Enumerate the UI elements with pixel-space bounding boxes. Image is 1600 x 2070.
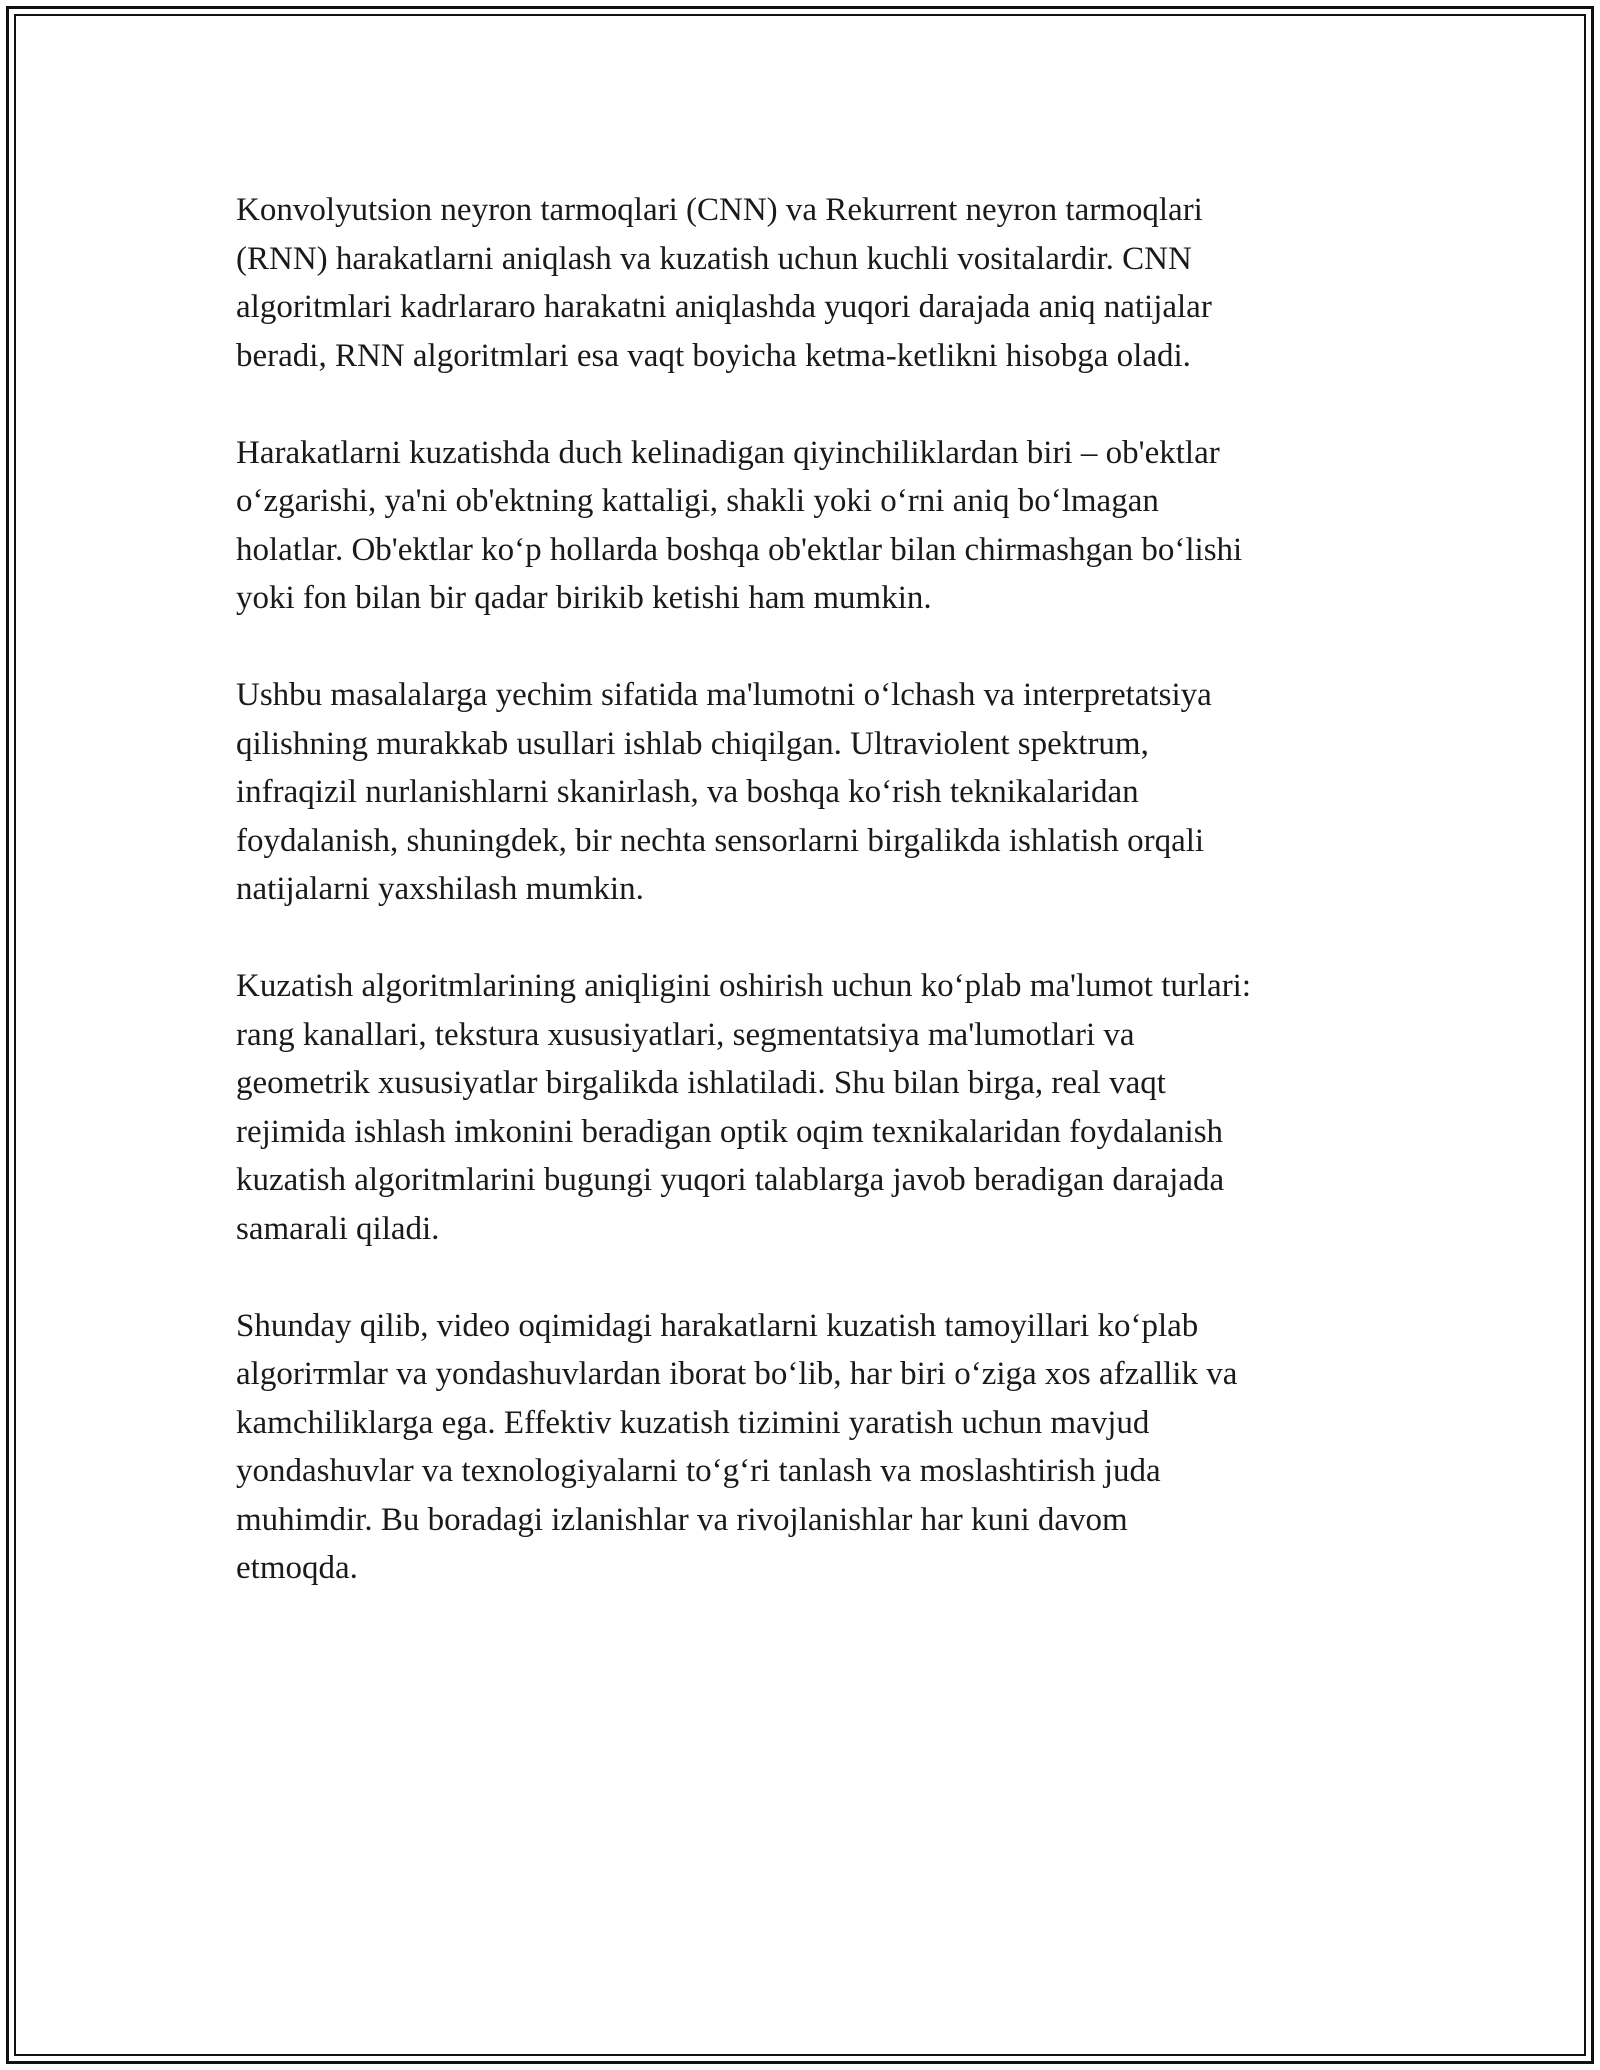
text-line: rang kanallari, tekstura xususiyatlari, segmentatsiya ma'lumotlari va: [236, 1016, 1135, 1053]
text-line: geometrik xususiyatlar birgalikda ishlatiladi. Shu bilan birga, real vaqt: [236, 1065, 1166, 1101]
text-line: beradi, RNN algoritmlari esa vaqt boyicha ketma-ketlikni hisobga oladi.: [236, 337, 1191, 374]
text-line: qilishning murakkab usullari ishlab chiqilgan. Ultraviolent spektrum,: [236, 725, 1149, 762]
paragraph-cnn-rnn: [236, 186, 1386, 380]
text-line: muhimdir. Bu boradagi izlanishlar va rivojlanishlar har kuni davom: [236, 1501, 1128, 1538]
text-line: Shunday qilib, video oqimidagi harakatlarni kuzatish tamoyillari ko‘plab: [236, 1307, 1199, 1344]
text-line: algorітmlar va yondashuvlardan iborat bo‘lib, har biri o‘ziga xos afzallik va: [236, 1356, 1238, 1392]
document-body: [236, 186, 1386, 1641]
text-line: Kuzatish algoritmlarining aniqligini oshirish uchun ko‘plab ma'lumot turlari:: [236, 968, 1252, 1004]
paragraph-conclusion: [236, 1302, 1386, 1593]
text-line: Ushbu masalalarga yechim sifatida ma'lumotni o‘lchash va interpretatsiya: [236, 677, 1212, 713]
paragraph-accuracy: [236, 962, 1386, 1253]
text-line: holatlar. Ob'ektlar ko‘p hollarda boshqa ob'ektlar bilan chirmashgan bo‘lishi: [236, 531, 1243, 568]
paragraph-challenges: [236, 429, 1386, 623]
text-line: yondashuvlar va texnologiyalarni to‘g‘ri tanlash va moslashtirish juda: [236, 1453, 1161, 1489]
text-line: (RNN) harakatlarni aniqlash va kuzatish uchun kuchli vositalardir. CNN: [236, 240, 1192, 277]
text-line: samarali qiladi.: [236, 1210, 440, 1247]
text-line: kuzatish algoritmlarini bugungi yuqori talablarga javob beradigan darajada: [236, 1162, 1225, 1198]
paragraph-solutions: [236, 671, 1386, 914]
text-line: foydalanish, shuningdek, bir nechta sensorlarni birgalikda ishlatish orqali: [236, 822, 1205, 859]
text-line: yoki fon bilan bir qadar birikib ketishi ham mumkin.: [236, 580, 932, 616]
text-line: algoritmlari kadrlararo harakatni aniqlashda yuqori darajada aniq natijalar: [236, 289, 1212, 325]
text-line: natijalarni yaxshilash mumkin.: [236, 871, 644, 907]
text-line: Konvolyutsion neyron tarmoqlari (CNN) va Rekurrent neyron tarmoqlari: [236, 192, 1203, 228]
text-line: Harakatlarni kuzatishda duch kelinadigan qiyinchiliklardan biri – ob'ektlar: [236, 434, 1220, 471]
text-line: rejimida ishlash imkonini beradigan optik oqim texnikalaridan foydalanish: [236, 1113, 1224, 1150]
text-line: o‘zgarishi, ya'ni ob'ektning kattaligi, shakli yoki o‘rni aniq bo‘lmagan: [236, 483, 1159, 519]
text-line: etmoqda.: [236, 1550, 358, 1586]
text-line: infraqizil nurlanishlarni skanirlash, va boshqa ko‘rish teknikalaridan: [236, 774, 1139, 810]
text-line: kamchiliklarga ega. Effektiv kuzatish tizimini yaratish uchun mavjud: [236, 1404, 1150, 1441]
